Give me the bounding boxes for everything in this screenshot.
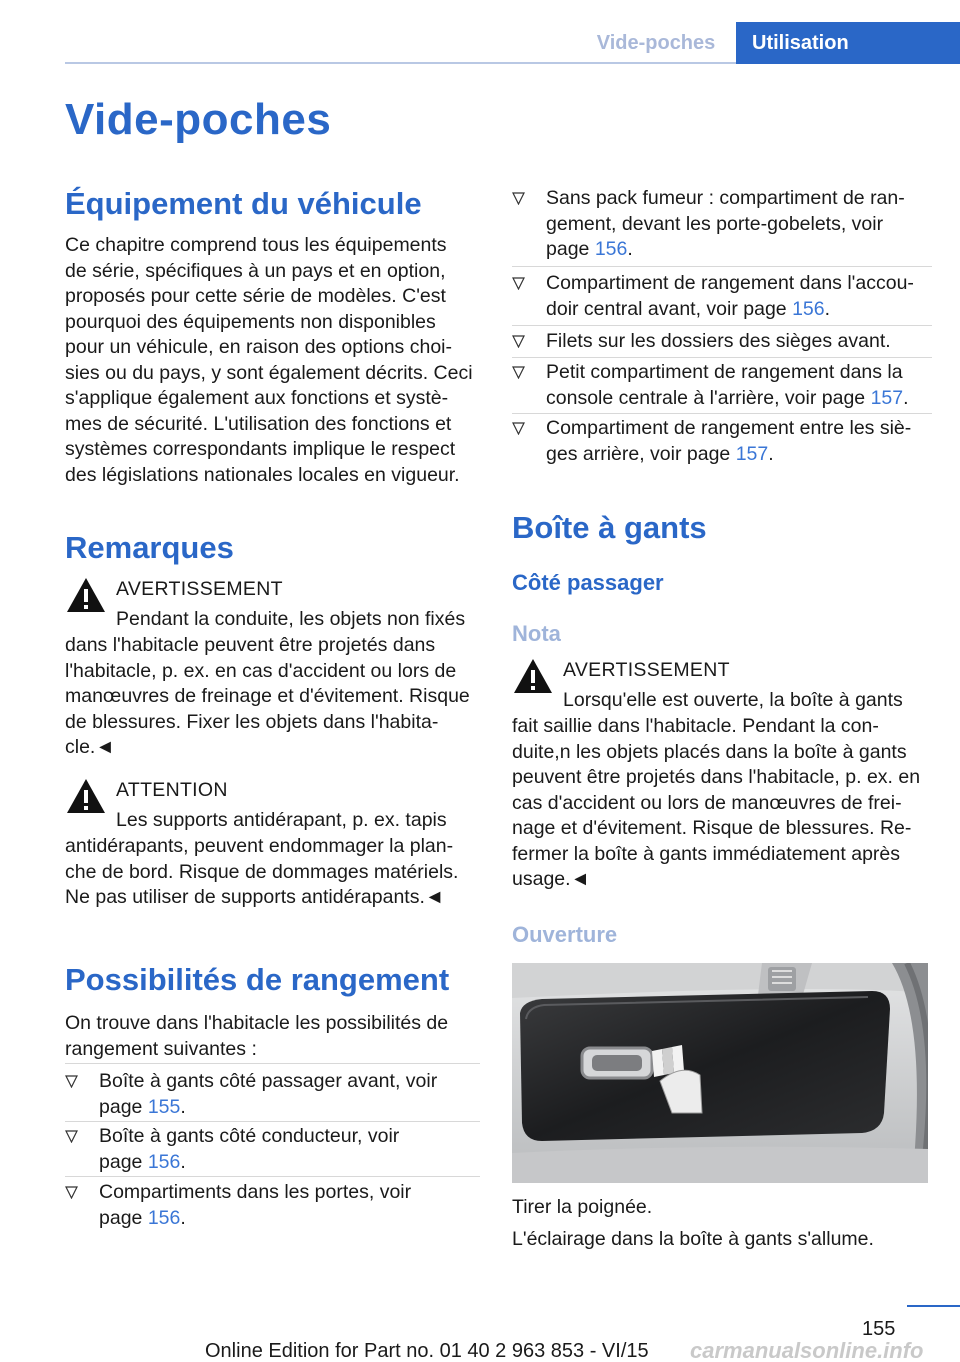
ouverture-heading: Ouverture [512, 922, 618, 947]
header-section-tab: Vide-poches [596, 32, 716, 54]
glovebox-illustration [512, 963, 928, 1183]
list-item: Petit compartiment de rangement dans la console centrale à l'arrière, voir page 157. [512, 360, 932, 412]
list-item: Sans pack fumeur : compartiment de ran- gement, devant les porte-gobelets, voir page 156. [512, 186, 932, 264]
warning-text: dans l'habitacle peuvent être projetés dans l'habitacle, p. ex. en cas d'accident ou lors de manœuvres de freinage et d'évitement. Risque de blessures. Fixer les objets dans l'habita- cle.◄ [65, 634, 470, 758]
rangement-text: On trouve dans l'habitacle les possibilités de rangement suivantes : [65, 1012, 449, 1060]
gants-heading: Boîte à gants [512, 510, 707, 545]
footer-edition: Online Edition for Part no. 01 40 2 963 853 - VI/15 [205, 1340, 649, 1362]
watermark: carmanualsonline.info [690, 1338, 924, 1362]
triangle-bullet-icon [512, 277, 525, 290]
list-item: Compartiment de rangement entre les siè- ges arrière, voir page 157. [512, 416, 932, 468]
triangle-bullet-icon [65, 1130, 78, 1143]
warning-text: antidérapants, peuvent endommager la plan- che de bord. Risque de dommages matériels. Ne pas utiliser de supports antidérapants.◄ [65, 835, 459, 908]
list-separator [512, 266, 932, 267]
warning-label: ATTENTION [116, 779, 228, 801]
list-separator [65, 1176, 480, 1177]
warning-box-2 [65, 777, 485, 907]
list-item: Compartiments dans les portes, voir page 156. [65, 1180, 480, 1232]
page-link[interactable]: 157 [870, 386, 904, 409]
warning-label: AVERTISSEMENT [116, 578, 283, 600]
warning-box-1 [65, 576, 485, 756]
warning-first-line: Lorsqu'elle est ouverte, la boîte à gants [563, 689, 903, 711]
list-separator [512, 325, 932, 326]
triangle-bullet-icon [512, 422, 525, 435]
warning-text: fait saillie dans l'habitacle. Pendant la con- duite,n les objets placés dans la boîte à gants peuvent être projetés dans l'habitacle, p. ex. en cas d'accident ou lors de manœuvres de frei- nage et d'évitement. Risque de blessures. Re- fermer la boîte à gants immédiatement après usage.◄ [512, 715, 921, 890]
list-item: Boîte à gants côté passager avant, voir page 155. [65, 1069, 480, 1121]
glovebox-photo [512, 963, 928, 1183]
warning-icon [65, 777, 107, 815]
page-link[interactable]: 156 [792, 297, 825, 320]
header-chapter-tab: Utilisation [736, 22, 960, 64]
list-separator [512, 413, 932, 414]
warning-box-3 [512, 657, 932, 897]
page-link[interactable]: 155 [147, 1095, 181, 1118]
list-item: Filets sur les dossiers des sièges avant. [512, 329, 932, 355]
triangle-bullet-icon [65, 1186, 78, 1199]
triangle-bullet-icon [65, 1075, 78, 1088]
rangement-heading: Possibilités de rangement [65, 962, 450, 997]
warning-label: AVERTISSEMENT [563, 659, 730, 681]
list-item: Compartiment de rangement dans l'accou- doir central avant, voir page 156. [512, 271, 932, 323]
page-link[interactable]: 156 [147, 1150, 181, 1173]
page-link[interactable]: 157 [735, 442, 769, 465]
triangle-bullet-icon [512, 335, 525, 348]
triangle-bullet-icon [512, 366, 525, 379]
page-link[interactable]: 156 [147, 1206, 181, 1229]
footer-rule [907, 1305, 960, 1307]
equip-heading: Équipement du véhicule [65, 186, 422, 221]
page-link[interactable]: 156 [594, 238, 628, 260]
list-separator [65, 1063, 480, 1064]
page-title: Vide-poches [65, 95, 332, 144]
warning-first-line: Les supports antidérapant, p. ex. tapis [116, 809, 447, 831]
remarques-heading: Remarques [65, 530, 234, 565]
list-item: Boîte à gants côté conducteur, voir page 156. [65, 1124, 480, 1176]
page-number: 155 [862, 1318, 896, 1340]
nota-heading: Nota [512, 621, 561, 646]
warning-icon [65, 576, 107, 614]
equip-text: Ce chapitre comprend tous les équipements de série, spécifiques à un pays et en option, proposés pour cette série de modèles. C'est pourquoi des équipements non disponibles pour un véhicule, en raison des options choi- sies ou du pays, y sont également décrits. Ceci s'applique également aux fonctions et systè- mes de sécurité. L'utilisation des fonctions et systèmes correspondants implique le respect des législations nationales locales en vigueur. [65, 234, 473, 486]
warning-first-line: Pendant la conduite, les objets non fixés [116, 608, 466, 630]
list-separator [512, 357, 932, 358]
passager-heading: Côté passager [512, 570, 664, 595]
list-separator [65, 1121, 480, 1122]
warning-icon [512, 657, 554, 695]
ouverture-text: Tirer la poignée. L'éclairage dans la boîte à gants s'allume. [512, 1196, 874, 1250]
triangle-bullet-icon [512, 192, 525, 205]
